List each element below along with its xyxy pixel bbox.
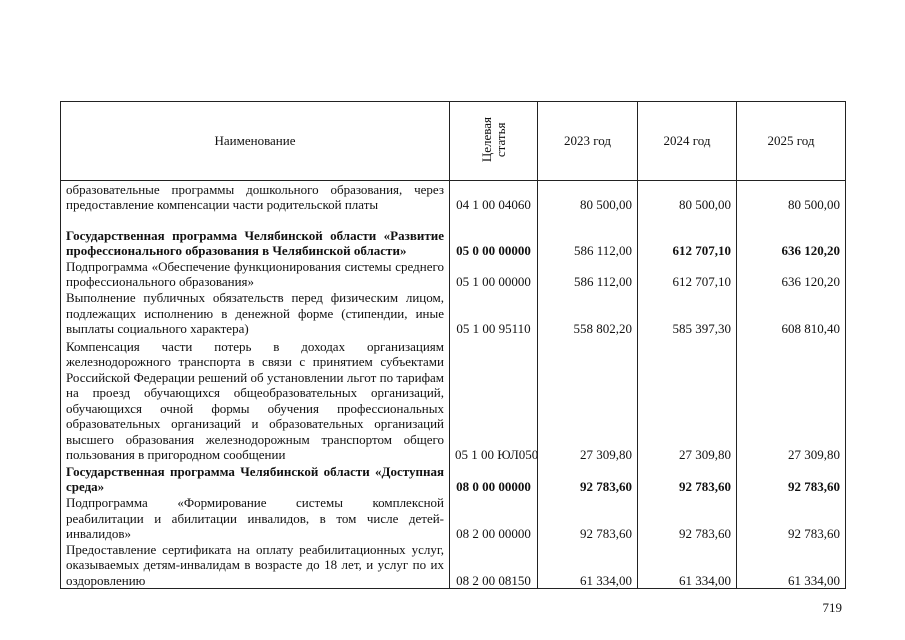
table-row xyxy=(61,213,846,259)
row-code: 08 2 00 08150 xyxy=(450,542,538,589)
table-row xyxy=(61,495,846,542)
row-value-2023: 558 802,20 xyxy=(538,290,638,337)
row-value-2023: 27 309,80 xyxy=(538,337,638,463)
row-value-2025: 608 810,40 xyxy=(737,290,846,337)
row-code: 05 0 00 00000 xyxy=(450,213,538,259)
table-row xyxy=(61,337,846,463)
row-value-2023: 92 783,60 xyxy=(538,463,638,495)
table-header-row xyxy=(61,102,846,181)
table-row xyxy=(61,259,846,290)
row-name: Подпрограмма «Формирование системы комплексной реабилитации и абилитации инвалидов, в том числе детей-инвалидов» xyxy=(61,495,450,542)
row-value-2024: 612 707,10 xyxy=(638,213,737,259)
row-value-2023: 61 334,00 xyxy=(538,542,638,589)
header-target-article: Целевая статья xyxy=(450,102,538,181)
row-name: Компенсация части потерь в доходах организациям железнодорожного транспорта в связи с принятием субъектами Российской Федерации решений об установлении льгот по тарифам на проезд обучающихся общеобразовательных организаций, обучающихся очной формы обучения профессиональных образовательных организаций и образовательных организаций высшего образования железнодорожным транспортом общего пользования в пригородном сообщении xyxy=(61,337,450,463)
row-name: Государственная программа Челябинской области «Развитие профессионального образования в Челябинской области» xyxy=(61,213,450,259)
row-code: 08 2 00 00000 xyxy=(450,495,538,542)
row-value-2025: 27 309,80 xyxy=(737,337,846,463)
row-value-2024: 61 334,00 xyxy=(638,542,737,589)
row-code: 04 1 00 04060 xyxy=(450,181,538,213)
row-value-2025: 636 120,20 xyxy=(737,213,846,259)
row-value-2025: 92 783,60 xyxy=(737,495,846,542)
row-value-2025: 80 500,00 xyxy=(737,181,846,213)
header-2023: 2023 год xyxy=(538,102,638,181)
row-value-2024: 612 707,10 xyxy=(638,259,737,290)
table-row xyxy=(61,542,846,589)
header-2025: 2025 год xyxy=(737,102,846,181)
row-value-2024: 92 783,60 xyxy=(638,495,737,542)
header-name: Наименование xyxy=(61,102,450,181)
table-row xyxy=(61,181,846,213)
row-name: Государственная программа Челябинской области «Доступная среда» xyxy=(61,463,450,495)
row-value-2024: 585 397,30 xyxy=(638,290,737,337)
table-row xyxy=(61,290,846,337)
row-value-2025: 636 120,20 xyxy=(737,259,846,290)
row-name: образовательные программы дошкольного образования, через предоставление компенсации части родительской платы xyxy=(61,181,450,213)
row-code: 08 0 00 00000 xyxy=(450,463,538,495)
table-row xyxy=(61,463,846,495)
row-code: 05 1 00 00000 xyxy=(450,259,538,290)
row-value-2024: 92 783,60 xyxy=(638,463,737,495)
row-value-2025: 61 334,00 xyxy=(737,542,846,589)
row-code: 05 1 00 ЮЛ050 xyxy=(450,337,538,463)
row-value-2023: 92 783,60 xyxy=(538,495,638,542)
header-2024: 2024 год xyxy=(638,102,737,181)
row-value-2023: 80 500,00 xyxy=(538,181,638,213)
row-value-2024: 80 500,00 xyxy=(638,181,737,213)
row-name: Подпрограмма «Обеспечение функционирования системы среднего профессионального образования» xyxy=(61,259,450,290)
row-value-2023: 586 112,00 xyxy=(538,213,638,259)
row-code: 05 1 00 95110 xyxy=(450,290,538,337)
row-value-2025: 92 783,60 xyxy=(737,463,846,495)
page-number: 719 xyxy=(822,600,842,615)
row-value-2024: 27 309,80 xyxy=(638,337,737,463)
budget-table xyxy=(60,101,846,589)
row-name: Выполнение публичных обязательств перед физическим лицом, подлежащих исполнению в денежной форме (стипендии, иные выплаты социального характера) xyxy=(61,290,450,337)
row-value-2023: 586 112,00 xyxy=(538,259,638,290)
row-name: Предоставление сертификата на оплату реабилитационных услуг, оказываемых детям-инвалидам в возрасте до 18 лет, и услуг по их оздоровлению xyxy=(61,542,450,589)
